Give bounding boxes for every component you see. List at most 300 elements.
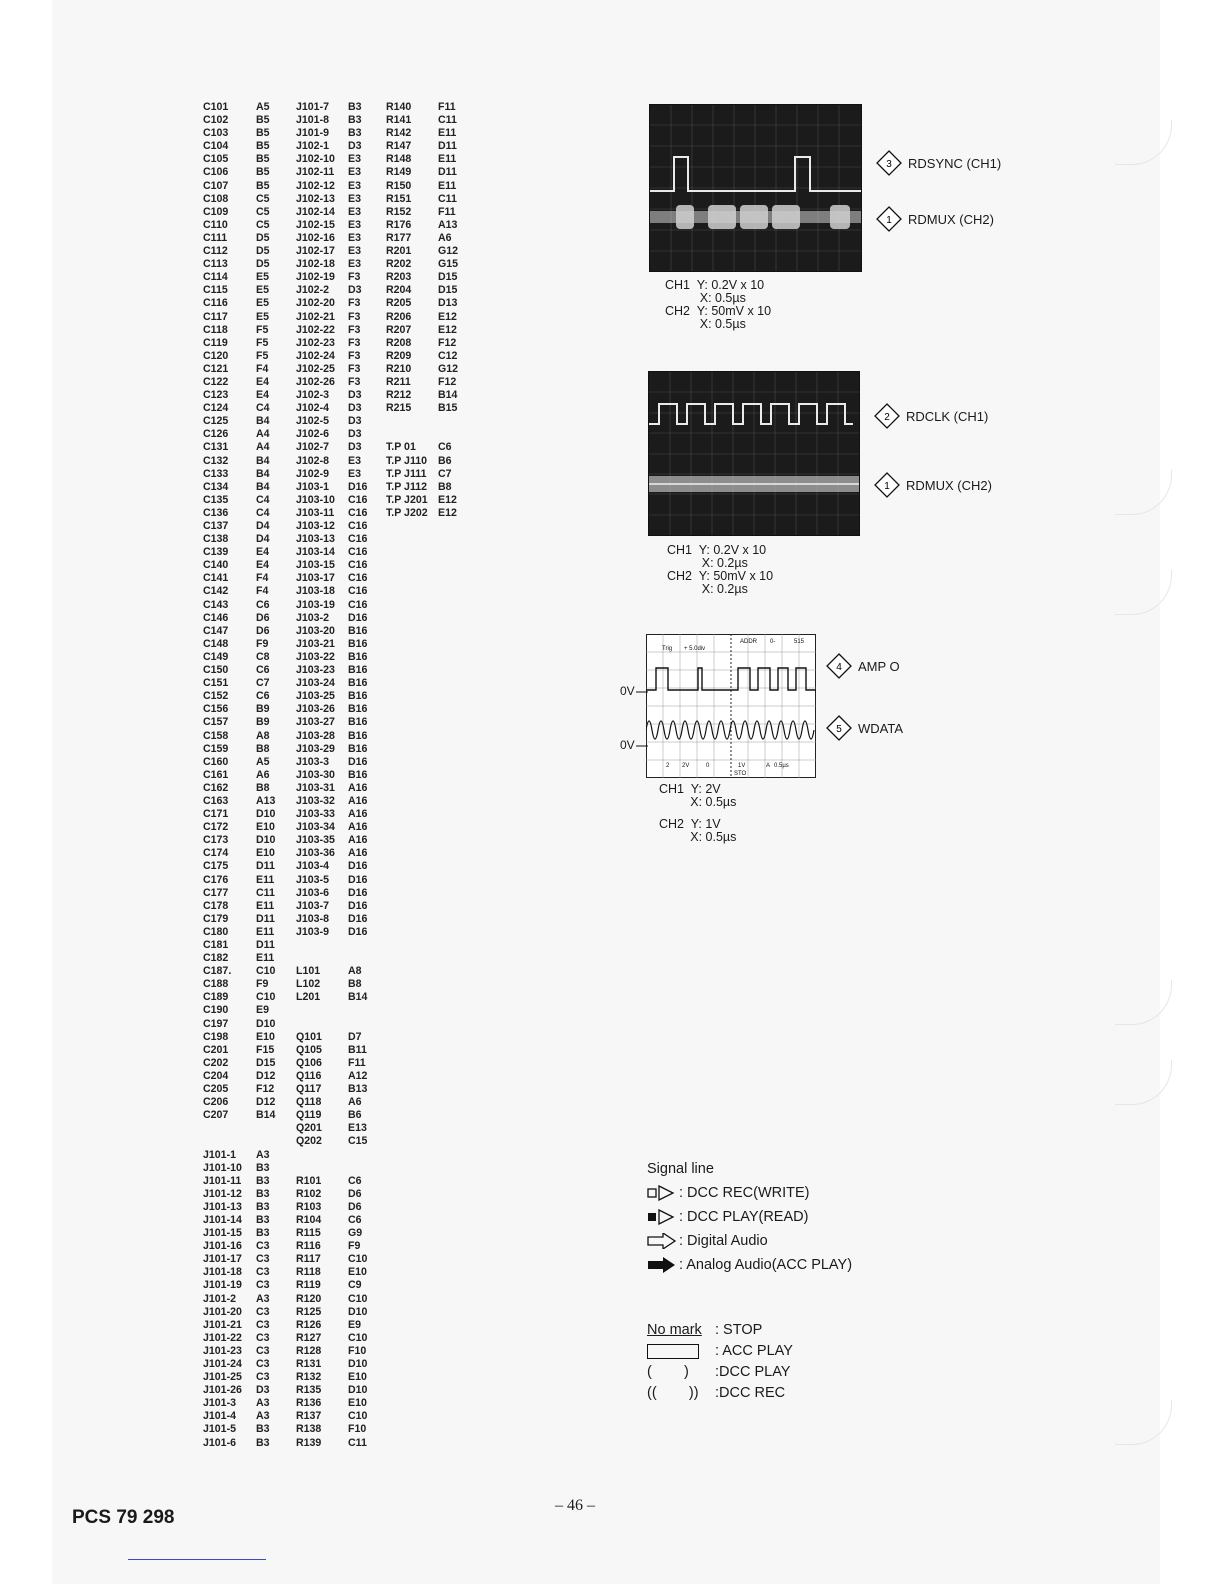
- index-row: [296, 847, 384, 860]
- index-column-1: [203, 101, 292, 1450]
- component-ref: R149: [386, 166, 412, 179]
- grid-location: D16: [348, 480, 368, 493]
- index-row: [296, 1384, 384, 1397]
- index-row: [296, 716, 384, 729]
- diamond-icon: [826, 653, 852, 679]
- component-ref: J102-10: [296, 153, 335, 166]
- component-ref: Q116: [296, 1069, 322, 1082]
- component-ref: T.P J112: [386, 480, 428, 493]
- component-ref: Q106: [296, 1056, 322, 1069]
- component-ref: J103-3: [296, 755, 329, 768]
- index-row: [203, 206, 292, 219]
- component-ref: J103-23: [296, 664, 335, 677]
- grid-location: C3: [256, 1344, 270, 1357]
- component-ref: C134: [203, 480, 229, 493]
- component-ref: C152: [203, 690, 229, 703]
- component-ref: J103-27: [296, 716, 335, 729]
- index-row: [296, 520, 384, 533]
- screen-ch2-label: 0: [706, 763, 710, 769]
- grid-location: E12: [438, 310, 457, 323]
- mode-mark-legend: [647, 1320, 793, 1404]
- component-ref: J101-17: [203, 1253, 242, 1266]
- index-row: [203, 887, 292, 900]
- component-ref: C126: [203, 428, 229, 441]
- grid-location: B16: [348, 637, 368, 650]
- grid-location: E3: [348, 166, 361, 179]
- grid-location: D16: [348, 886, 368, 899]
- index-row: [296, 939, 384, 952]
- grid-location: A6: [438, 231, 452, 244]
- index-row: [203, 926, 292, 939]
- component-ref: C161: [203, 768, 229, 781]
- component-ref: J103-32: [296, 794, 335, 807]
- legend-title: Signal line: [647, 1161, 714, 1177]
- index-row: [386, 114, 474, 127]
- grid-location: F5: [256, 349, 269, 362]
- index-row: [296, 1279, 384, 1292]
- grid-location: D15: [438, 271, 458, 284]
- index-row: [296, 1122, 384, 1135]
- legend-item-analog: : Analog Audio(ACC PLAY): [647, 1253, 852, 1277]
- index-row: [296, 743, 384, 756]
- index-row: [203, 481, 292, 494]
- grid-location: A4: [256, 441, 270, 454]
- index-row: [203, 651, 292, 664]
- screen-trig-value: + 5.0div: [684, 646, 706, 652]
- component-ref: Q119: [296, 1109, 322, 1122]
- grid-location: E11: [438, 153, 457, 166]
- grid-location: F10: [348, 1423, 367, 1436]
- component-ref: C111: [203, 231, 228, 244]
- index-row: [296, 572, 384, 585]
- grid-location: C3: [256, 1331, 270, 1344]
- component-ref: J102-15: [296, 218, 335, 231]
- grid-location: C11: [438, 192, 457, 205]
- component-ref: C141: [203, 572, 229, 585]
- component-ref: J101-13: [203, 1200, 242, 1213]
- grid-location: B8: [256, 781, 270, 794]
- grid-location: F12: [438, 375, 457, 388]
- grid-location: [438, 428, 474, 441]
- index-row: [203, 441, 292, 454]
- grid-location: E3: [348, 258, 361, 271]
- grid-location: E9: [256, 1004, 269, 1017]
- index-row: [296, 153, 384, 166]
- diamond-icon: [874, 403, 900, 429]
- component-ref: C117: [203, 310, 228, 323]
- index-row: [296, 991, 384, 1004]
- component-ref: R126: [296, 1318, 322, 1331]
- grid-location: E11: [438, 179, 457, 192]
- grid-location: B5: [256, 166, 270, 179]
- index-row: [296, 1371, 384, 1384]
- component-ref: J102-7: [296, 441, 329, 454]
- component-ref: J102-6: [296, 428, 329, 441]
- component-ref: J103-6: [296, 886, 329, 899]
- component-ref: C131: [203, 441, 229, 454]
- component-ref: R152: [386, 205, 412, 218]
- component-ref: C142: [203, 585, 229, 598]
- component-ref: J102-24: [296, 349, 335, 362]
- grid-location: D16: [348, 925, 368, 938]
- index-row: [296, 389, 384, 402]
- index-row: [296, 965, 384, 978]
- grid-location: D16: [348, 755, 368, 768]
- component-ref: R211: [386, 375, 411, 388]
- component-ref: J103-11: [296, 506, 335, 519]
- grid-location: A16: [348, 821, 368, 834]
- component-ref: [386, 428, 438, 441]
- component-ref: R208: [386, 336, 412, 349]
- index-row: [203, 795, 292, 808]
- component-ref: C143: [203, 598, 229, 611]
- index-row: [296, 481, 384, 494]
- index-row: [203, 337, 292, 350]
- component-ref: [296, 1004, 348, 1017]
- index-row: [203, 1253, 292, 1266]
- component-ref: C180: [203, 925, 229, 938]
- grid-location: B16: [348, 703, 368, 716]
- grid-location: D16: [348, 873, 368, 886]
- component-ref: C104: [203, 140, 229, 153]
- component-ref: J103-13: [296, 533, 335, 546]
- grid-location: A3: [256, 1397, 270, 1410]
- zero-line-ticks: [636, 688, 648, 758]
- index-row: [296, 664, 384, 677]
- component-ref: R148: [386, 153, 412, 166]
- component-ref: J103-14: [296, 546, 335, 559]
- screen-addr-value: 0-: [770, 639, 776, 645]
- index-row: [386, 271, 474, 284]
- index-row: [203, 428, 292, 441]
- component-ref: J103-17: [296, 572, 335, 585]
- grid-location: D10: [256, 1017, 276, 1030]
- index-row: [203, 1031, 292, 1044]
- index-row: [386, 180, 474, 193]
- grid-location: A16: [348, 794, 368, 807]
- index-row: [203, 114, 292, 127]
- component-ref: C119: [203, 336, 228, 349]
- grid-location: E10: [348, 1266, 367, 1279]
- index-row: [296, 1319, 384, 1332]
- component-ref: C163: [203, 794, 229, 807]
- index-row: [296, 180, 384, 193]
- component-ref: J102-16: [296, 231, 335, 244]
- component-ref: R136: [296, 1397, 322, 1410]
- grid-location: D5: [256, 231, 270, 244]
- index-row: [296, 219, 384, 232]
- component-ref: J102-17: [296, 245, 335, 258]
- signal-label-amp-o: [826, 653, 900, 679]
- grid-location: A5: [256, 755, 270, 768]
- index-row: [296, 415, 384, 428]
- index-row: [296, 455, 384, 468]
- index-row: [386, 153, 474, 166]
- grid-location: B16: [348, 729, 368, 742]
- grid-location: C12: [438, 349, 458, 362]
- grid-location: F4: [256, 585, 269, 598]
- index-row: [296, 1306, 384, 1319]
- index-row: [203, 1122, 292, 1135]
- grid-location: D5: [256, 258, 270, 271]
- index-row: [296, 1397, 384, 1410]
- component-ref: T.P J202: [386, 506, 428, 519]
- svg-text:3: 3: [886, 159, 892, 170]
- component-ref: R177: [386, 231, 412, 244]
- grid-location: F12: [438, 336, 457, 349]
- index-row: [386, 376, 474, 389]
- signal-name: RDMUX (CH2): [906, 477, 992, 493]
- component-ref: Q117: [296, 1083, 322, 1096]
- component-ref: C172: [203, 821, 229, 834]
- grid-location: B3: [348, 114, 362, 127]
- index-row: [203, 415, 292, 428]
- grid-location: A8: [348, 965, 362, 978]
- grid-location: E11: [256, 873, 275, 886]
- grid-location: B14: [438, 389, 458, 402]
- component-ref: J103-12: [296, 520, 335, 532]
- index-row: [296, 494, 384, 507]
- grid-location: E3: [348, 454, 361, 467]
- grid-location: D11: [438, 166, 457, 179]
- index-row: [386, 441, 474, 454]
- component-ref: R117: [296, 1253, 321, 1266]
- index-row: [203, 978, 292, 991]
- component-ref: C125: [203, 415, 229, 428]
- grid-location: A13: [256, 794, 276, 807]
- signal-label-rdsync: [876, 150, 1001, 176]
- index-row: [203, 245, 292, 258]
- index-row: [203, 834, 292, 847]
- hollow-arrow-icon: [647, 1233, 679, 1249]
- index-row: [203, 743, 292, 756]
- grid-location: [438, 415, 474, 428]
- index-row: [296, 1423, 384, 1436]
- component-ref: J101-15: [203, 1227, 242, 1240]
- grid-location: C4: [256, 506, 270, 519]
- diamond-icon: [826, 715, 852, 741]
- component-ref: R118: [296, 1266, 321, 1279]
- index-row: [296, 821, 384, 834]
- index-row: [203, 730, 292, 743]
- index-row: [296, 350, 384, 363]
- screen-addr-label: ADDR: [740, 639, 758, 645]
- index-row: [296, 690, 384, 703]
- component-ref: J102-11: [296, 166, 335, 179]
- grid-location: D10: [348, 1384, 368, 1397]
- component-ref: T.P J111: [386, 467, 427, 480]
- index-row: [203, 638, 292, 651]
- index-row: [296, 1266, 384, 1279]
- index-row: [296, 1149, 384, 1162]
- grid-location: E3: [348, 245, 361, 258]
- grid-location: C5: [256, 218, 270, 231]
- index-row: [203, 140, 292, 153]
- grid-location: E13: [348, 1122, 367, 1135]
- index-row: [203, 1162, 292, 1175]
- component-ref: J102-18: [296, 258, 335, 271]
- grid-location: A5: [256, 101, 270, 113]
- svg-text:5: 5: [836, 724, 842, 735]
- grid-location: B8: [256, 742, 270, 755]
- component-ref: R128: [296, 1344, 322, 1357]
- grid-location: B14: [348, 991, 368, 1004]
- index-row: [386, 219, 474, 232]
- component-ref: R203: [386, 271, 412, 284]
- component-ref: J101-16: [203, 1240, 242, 1253]
- index-row: [296, 1358, 384, 1371]
- filled-square-arrow-icon: [647, 1209, 679, 1225]
- index-row: [296, 1227, 384, 1240]
- index-row: [203, 559, 292, 572]
- component-ref: J102-3: [296, 389, 329, 402]
- component-ref: J101-8: [296, 114, 329, 127]
- grid-location: C3: [256, 1266, 270, 1279]
- component-ref: Q101: [296, 1030, 322, 1043]
- component-ref: J102-2: [296, 284, 329, 297]
- component-ref: C204: [203, 1069, 229, 1082]
- index-row: [386, 311, 474, 324]
- signal-name: RDCLK (CH1): [906, 408, 989, 424]
- component-ref: C107: [203, 179, 229, 192]
- index-row: [203, 756, 292, 769]
- component-ref: J103-15: [296, 559, 335, 572]
- index-column-3: [386, 101, 474, 520]
- index-row: [296, 730, 384, 743]
- component-ref: J103-7: [296, 899, 329, 912]
- index-row: [203, 468, 292, 481]
- component-ref: J103-24: [296, 677, 335, 690]
- grid-location: C16: [348, 559, 368, 572]
- grid-location: A4: [256, 428, 270, 441]
- grid-location: D13: [438, 297, 458, 310]
- grid-location: E3: [348, 153, 361, 166]
- grid-location: F11: [438, 101, 456, 113]
- component-ref: C175: [203, 860, 229, 873]
- index-row: [203, 1070, 292, 1083]
- component-ref: [296, 939, 348, 952]
- index-row: [203, 376, 292, 389]
- component-ref: J103-21: [296, 637, 335, 650]
- mark-row-dcc-play: ( ) :DCC PLAY: [647, 1364, 791, 1380]
- grid-location: B16: [348, 650, 368, 663]
- index-row: [203, 1188, 292, 1201]
- index-row: [296, 206, 384, 219]
- component-ref: C103: [203, 127, 229, 140]
- index-row: [386, 402, 474, 415]
- component-ref: C122: [203, 375, 229, 388]
- index-row: [296, 258, 384, 271]
- component-ref: C179: [203, 912, 229, 925]
- grid-location: B4: [256, 454, 270, 467]
- signal-name: RDMUX (CH2): [908, 211, 994, 227]
- grid-location: C5: [256, 205, 270, 218]
- grid-location: E5: [256, 310, 269, 323]
- index-row: [203, 808, 292, 821]
- index-row: [296, 677, 384, 690]
- index-row: [296, 1031, 384, 1044]
- index-row: [386, 284, 474, 297]
- grid-location: [256, 1122, 292, 1135]
- component-ref: J103-25: [296, 690, 335, 703]
- component-ref: [296, 1162, 348, 1175]
- component-ref: C156: [203, 703, 229, 716]
- index-row: [386, 468, 474, 481]
- index-row: [296, 559, 384, 572]
- grid-location: [348, 1018, 384, 1031]
- grid-location: E10: [348, 1397, 367, 1410]
- grid-location: E12: [438, 506, 457, 519]
- component-ref: J101-1: [203, 1148, 236, 1161]
- component-ref: J103-31: [296, 781, 335, 794]
- component-ref: C124: [203, 402, 229, 415]
- component-ref: C177: [203, 886, 229, 899]
- grid-location: B6: [348, 1109, 362, 1122]
- component-ref: C140: [203, 559, 229, 572]
- grid-location: B16: [348, 677, 368, 690]
- index-row: [296, 284, 384, 297]
- component-ref: C132: [203, 454, 229, 467]
- index-row: [296, 533, 384, 546]
- component-ref: C162: [203, 781, 229, 794]
- component-ref: R116: [296, 1240, 321, 1253]
- grid-location: C16: [348, 506, 368, 519]
- grid-location: A16: [348, 847, 368, 860]
- index-row: [203, 821, 292, 834]
- grid-location: D6: [256, 611, 270, 624]
- screen-ch1-volts: 2V: [682, 763, 690, 769]
- grid-location: E3: [348, 218, 361, 231]
- grid-location: G12: [438, 362, 459, 375]
- zero-volt-label-ch2: 0V: [620, 738, 635, 752]
- grid-location: D3: [348, 415, 362, 428]
- screen-time-value: 0.5µs: [774, 763, 789, 769]
- index-row: [296, 1004, 384, 1017]
- component-ref: R209: [386, 349, 412, 362]
- component-ref: R104: [296, 1213, 322, 1226]
- component-ref: J101-20: [203, 1305, 242, 1318]
- bottom-rule: [128, 1559, 266, 1560]
- component-ref: C106: [203, 166, 229, 179]
- component-ref: R119: [296, 1279, 321, 1292]
- component-ref: C150: [203, 664, 229, 677]
- component-ref: J101-12: [203, 1187, 242, 1200]
- grid-location: E12: [438, 493, 457, 506]
- component-ref: J103-34: [296, 821, 335, 834]
- index-row: [203, 952, 292, 965]
- index-row: [203, 101, 292, 114]
- index-row: [203, 1345, 292, 1358]
- signal-line-legend: [647, 1157, 852, 1277]
- component-ref: C102: [203, 114, 229, 127]
- component-ref: C110: [203, 218, 228, 231]
- grid-location: E11: [256, 925, 275, 938]
- index-row: [203, 219, 292, 232]
- index-row: [296, 756, 384, 769]
- index-row: [386, 166, 474, 179]
- grid-location: D4: [256, 533, 270, 546]
- index-row: [203, 991, 292, 1004]
- component-ref: T.P 01: [386, 441, 416, 454]
- index-row: [296, 114, 384, 127]
- index-row: [203, 716, 292, 729]
- component-ref: R202: [386, 258, 412, 271]
- index-row: [203, 939, 292, 952]
- grid-location: A16: [348, 834, 368, 847]
- grid-location: D6: [256, 624, 270, 637]
- grid-location: D11: [256, 939, 275, 951]
- grid-location: D16: [348, 912, 368, 925]
